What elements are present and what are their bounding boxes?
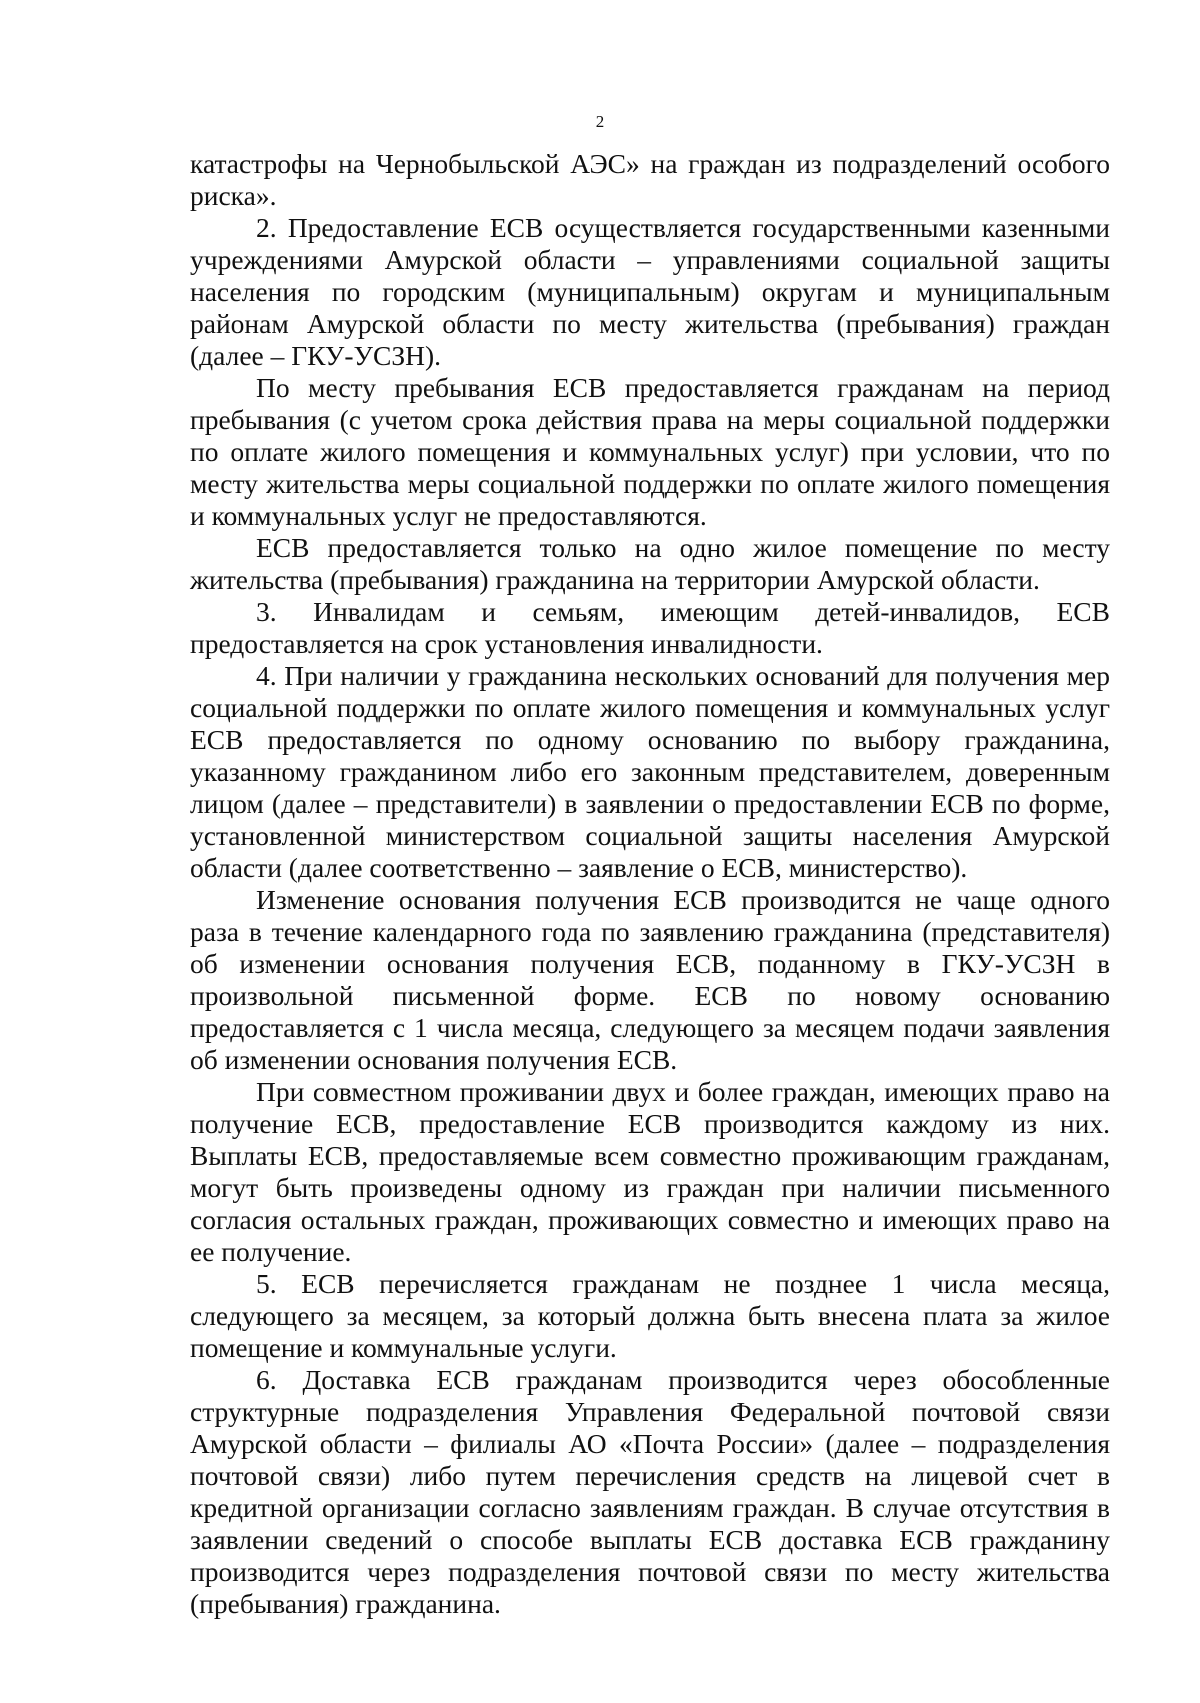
paragraph-item-5: 5. ЕСВ перечисляется гражданам не позднее 1 числа месяца, следующего за месяцем, за который должна быть внесена плата за жилое помещение и коммунальные услуги. (190, 1268, 1110, 1363)
document-body (190, 148, 1110, 1620)
paragraph-item-6: 6. Доставка ЕСВ гражданам производится через обособленные структурные подразделения Управления Федеральной почтовой связи Амурской области – филиалы АО «Почта России» (далее – подразделения почтовой связи) либо путем перечисления средств на лицевой счет в кредитной организации согласно заявлениям граждан. В случае отсутствия в заявлении сведений о способе выплаты ЕСВ доставка ЕСВ гражданину производится через подразделения почтовой связи по месту жительства (пребывания) гражданина. (190, 1364, 1110, 1619)
paragraph-item-3: 3. Инвалидам и семьям, имеющим детей-инвалидов, ЕСВ предоставляется на срок установления инвалидности. (190, 596, 1110, 659)
paragraph-residence: По месту пребывания ЕСВ предоставляется гражданам на период пребывания (с учетом срока действия права на меры социальной поддержки по оплате жилого помещения и коммунальных услуг) при условии, что по месту жительства меры социальной поддержки по оплате жилого помещения и коммунальных услуг не предоставляются. (190, 372, 1110, 531)
paragraph-item-2: 2. Предоставление ЕСВ осуществляется государственными казенными учреждениями Амурской области – управлениями социальной защиты населения по городским (муниципальным) округам и муниципальным районам Амурской области по месту жительства (пребывания) граждан (далее – ГКУ-УСЗН). (190, 212, 1110, 371)
paragraph-continuation: катастрофы на Чернобыльской АЭС» на граждан из подразделений особого риска». (190, 148, 1110, 211)
page-number: 2 (595, 112, 605, 131)
paragraph-joint-residence: При совместном проживании двух и более граждан, имеющих право на получение ЕСВ, предоставление ЕСВ производится каждому из них. Выплаты ЕСВ, предоставляемые всем совместно проживающим гражданам, могут быть произведены одному из граждан при наличии письменного согласия остальных граждан, проживающих совместно и имеющих право на ее получение. (190, 1076, 1110, 1267)
paragraph-single-dwelling: ЕСВ предоставляется только на одно жилое помещение по месту жительства (пребывания) гражданина на территории Амурской области. (190, 532, 1110, 595)
paragraph-item-4: 4. При наличии у гражданина нескольких оснований для получения мер социальной поддержки по оплате жилого помещения и коммунальных услуг ЕСВ предоставляется по одному основанию по выбору гражданина, указанному гражданином либо его законным представителем, доверенным лицом (далее – представители) в заявлении о предоставлении ЕСВ по форме, установленной министерством социальной защиты населения Амурской области (далее соответственно – заявление о ЕСВ, министерство). (190, 660, 1110, 883)
paragraph-basis-change: Изменение основания получения ЕСВ производится не чаще одного раза в течение календарного года по заявлению гражданина (представителя) об изменении основания получения ЕСВ, поданному в ГКУ-УСЗН в произвольной письменной форме. ЕСВ по новому основанию предоставляется с 1 числа месяца, следующего за месяцем подачи заявления об изменении основания получения ЕСВ. (190, 884, 1110, 1075)
